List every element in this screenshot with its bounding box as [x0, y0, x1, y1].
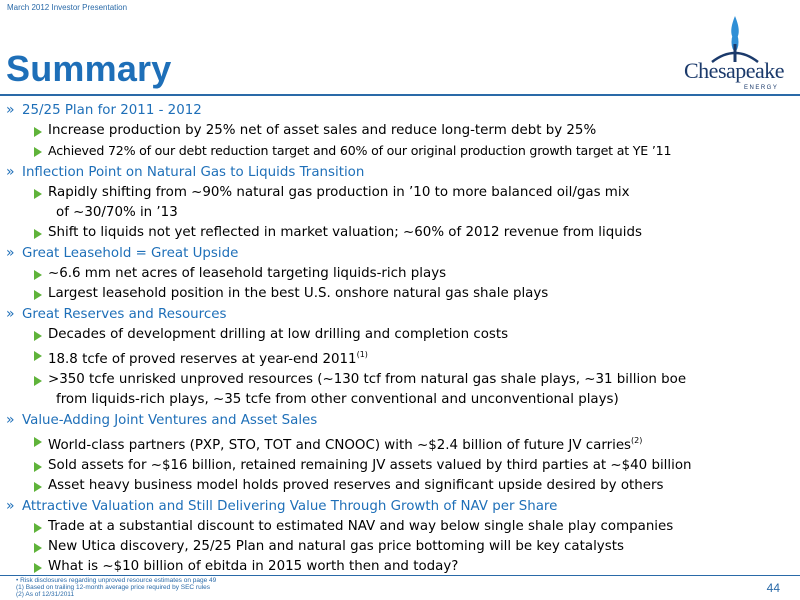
footnote-marker: (1) [356, 350, 368, 359]
section-heading [6, 162, 796, 183]
list-item [6, 325, 796, 345]
list-item [6, 345, 796, 370]
triangle-bullet-icon [34, 482, 42, 492]
list-item-text: World-class partners (PXP, STO, TOT and CNOOC) with ~$2.4 billion of future JV carries [48, 438, 632, 453]
chevron-right-icon: » [6, 498, 15, 514]
page-number: 44 [766, 581, 780, 595]
list-item [6, 121, 796, 141]
footnote: • Risk disclosures regarding unproved resource estimates on page 49 [16, 577, 217, 584]
list-item-text: ~6.6 mm net acres of leasehold targeting liquids-rich plays [48, 266, 447, 281]
chevron-right-icon: » [6, 306, 15, 322]
list-item [6, 141, 796, 162]
triangle-bullet-icon [34, 127, 42, 137]
list-item [6, 370, 796, 390]
triangle-bullet-icon [34, 543, 42, 553]
chesapeake-logo [678, 14, 796, 94]
section-heading-text: Great Leasehold = Great Upside [22, 246, 239, 261]
list-item [6, 223, 796, 243]
list-item-text: >350 tcfe unrisked unproved resources (~130 tcf from natural gas shale plays, ~31 billion boe [48, 372, 687, 387]
section-heading [6, 496, 796, 517]
list-item [6, 456, 796, 476]
footnote: (2) As of 12/31/2011 [16, 591, 75, 598]
section-heading [6, 243, 796, 264]
triangle-bullet-icon [34, 290, 42, 300]
list-item-text: Achieved 72% of our debt reduction target and 60% of our original production growth target at YE ’11 [48, 143, 672, 158]
triangle-bullet-icon [34, 351, 42, 361]
logo-subtitle: ENERGY [744, 85, 779, 91]
list-item [6, 537, 796, 557]
section-heading-text: Great Reserves and Resources [22, 307, 227, 322]
triangle-bullet-icon [34, 563, 42, 573]
section-heading-text: Attractive Valuation and Still Delivering Value Through Growth of NAV per Share [22, 499, 558, 514]
footnote: (1) Based on trailing 12-month average price required by SEC rules [16, 584, 211, 591]
list-item [6, 557, 796, 577]
section-heading-text: Inflection Point on Natural Gas to Liquids Transition [22, 165, 365, 180]
flame-icon [678, 14, 796, 64]
list-item-text: Trade at a substantial discount to estimated NAV and way below single shale play companies [48, 519, 674, 534]
triangle-bullet-icon [34, 523, 42, 533]
triangle-bullet-icon [34, 376, 42, 386]
chevron-right-icon: » [6, 245, 15, 261]
list-item-text: Shift to liquids not yet reflected in market valuation; ~60% of 2012 revenue from liquids [48, 225, 642, 240]
section-heading-text: Value-Adding Joint Ventures and Asset Sales [22, 413, 318, 428]
chevron-right-icon: » [6, 412, 15, 428]
footnote-marker: (2) [631, 436, 643, 445]
list-item-continuation: of ~30/70% in ’13 [56, 205, 178, 220]
triangle-bullet-icon [34, 229, 42, 239]
list-item-text: Largest leasehold position in the best U.S. onshore natural gas shale plays [48, 286, 549, 301]
triangle-bullet-icon [34, 189, 42, 199]
presentation-label: March 2012 Investor Presentation [7, 3, 128, 12]
list-item-text: 18.8 tcfe of proved reserves at year-end 2011 [48, 352, 357, 367]
triangle-bullet-icon [34, 462, 42, 472]
chevron-right-icon: » [6, 164, 15, 180]
list-item-continuation: from liquids-rich plays, ~35 tcfe from other conventional and unconventional plays) [56, 392, 619, 407]
list-item-text: Decades of development drilling at low drilling and completion costs [48, 327, 509, 342]
list-item-text: Asset heavy business model holds proved reserves and significant upside desired by others [48, 478, 664, 493]
list-item [6, 264, 796, 284]
list-item-text: What is ~$10 billion of ebitda in 2015 worth then and today? [48, 559, 459, 574]
list-item [6, 284, 796, 304]
list-item-text: New Utica discovery, 25/25 Plan and natural gas price bottoming will be key catalysts [48, 539, 624, 554]
triangle-bullet-icon [34, 331, 42, 341]
footnotes [16, 577, 216, 598]
section-heading [6, 304, 796, 325]
chevron-right-icon: » [6, 102, 15, 118]
section-heading [6, 100, 796, 121]
summary-list [6, 100, 796, 577]
list-item-text: Sold assets for ~$16 billion, retained remaining JV assets valued by third parties at ~$40 billion [48, 458, 692, 473]
triangle-bullet-icon [34, 270, 42, 280]
list-item [6, 431, 796, 456]
triangle-bullet-icon [34, 437, 42, 447]
list-item-text: Increase production by 25% net of asset sales and reduce long-term debt by 25% [48, 123, 597, 138]
list-item [6, 476, 796, 496]
list-item [6, 183, 796, 203]
logo-wordmark: Chesapeake [684, 58, 785, 83]
section-heading-text: 25/25 Plan for 2011 - 2012 [22, 103, 202, 118]
page-title: Summary [6, 48, 172, 89]
section-heading [6, 410, 796, 431]
list-item-text: Rapidly shifting from ~90% natural gas production in ’10 to more balanced oil/gas mix [48, 185, 630, 200]
triangle-bullet-icon [34, 147, 42, 157]
title-divider [0, 94, 800, 96]
list-item [6, 517, 796, 537]
